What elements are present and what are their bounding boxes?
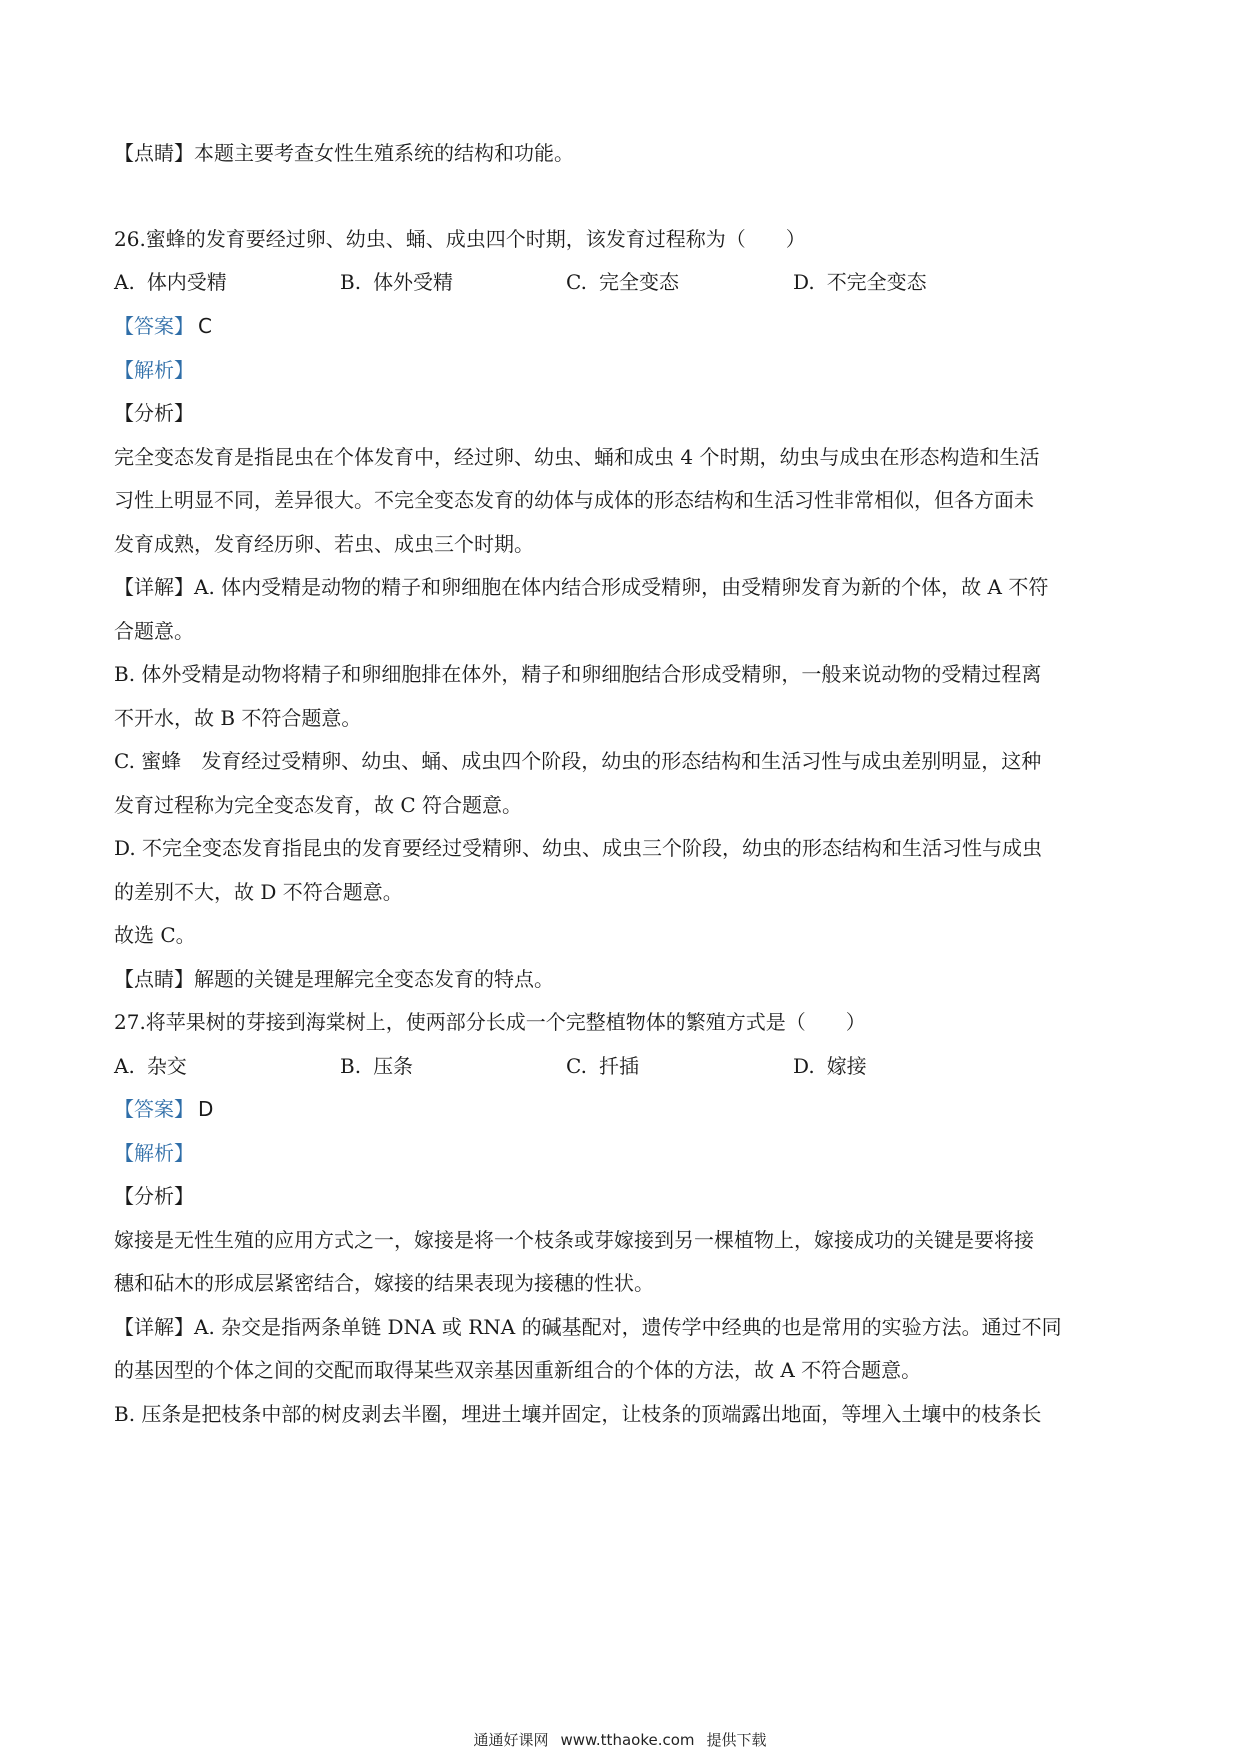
q27-option-c (566, 1052, 639, 1080)
q26-jiexi-label: 【解析】 (114, 358, 194, 382)
q26-detail-line: 不开水，故 B 不符合题意。 (114, 706, 362, 730)
q27-fenxi-label: 【分析】 (114, 1184, 194, 1208)
answer-label: 【答案】 (114, 1097, 194, 1121)
q26-detail-line: 合题意。 (114, 619, 194, 643)
option-text: 嫁接 (826, 1054, 867, 1078)
q27-option-a (114, 1052, 187, 1080)
option-letter: C. (566, 1054, 587, 1078)
q26-stem: 26.蜜蜂的发育要经过卵、幼虫、蛹、成虫四个时期，该发育过程称为（ ） (114, 227, 806, 251)
q27-detail-line: B. 压条是把枝条中部的树皮剥去半圈，埋进土壤并固定，让枝条的顶端露出地面，等埋入土壤中的枝条长 (114, 1402, 1042, 1426)
option-letter: A. (114, 1054, 135, 1078)
q26-conclusion: 故选 C。 (114, 923, 196, 947)
option-letter: A. (114, 270, 135, 294)
q27-stem: 27.将苹果树的芽接到海棠树上，使两部分长成一个完整植物体的繁殖方式是（ ） (114, 1010, 866, 1034)
option-letter: D. (793, 1054, 815, 1078)
answer-label: 【答案】 (114, 314, 194, 338)
option-letter: C. (566, 270, 587, 294)
option-text: 扦插 (598, 1054, 639, 1078)
q27-detail-line: 【详解】A. 杂交是指两条单链 DNA 或 RNA 的碱基配对，遗传学中经典的也是常用的实验方法。通过不同 (114, 1315, 1062, 1339)
q26-detail-line: 发育过程称为完全变态发育，故 C 符合题意。 (114, 793, 523, 817)
option-text: 体外受精 (373, 270, 454, 294)
option-letter: B. (340, 270, 362, 294)
q26-analysis-line: 完全变态发育是指昆虫在个体发育中，经过卵、幼虫、蛹和成虫 4 个时期，幼虫与成虫在形态构造和生活 (114, 445, 1040, 469)
footer-url[interactable]: www.tthaoke.com (560, 1731, 695, 1749)
option-text: 杂交 (146, 1054, 187, 1078)
q27-analysis-line: 穗和砧木的形成层紧密结合，嫁接的结果表现为接穗的性状。 (114, 1271, 654, 1295)
q26-analysis-line: 习性上明显不同，差异很大。不完全变态发育的幼体与成体的形态结构和生活习性非常相似，但各方面未 (114, 488, 1034, 512)
option-letter: D. (793, 270, 815, 294)
q27-option-b (340, 1052, 413, 1080)
q26-option-d (793, 268, 927, 296)
q26-analysis-line: 发育成熟，发育经历卵、若虫、成虫三个时期。 (114, 532, 534, 556)
q26-detail-line: C. 蜜蜂 发育经过受精卵、幼虫、蛹、成虫四个阶段，幼虫的形态结构和生活习性与成虫差别明显，这种 (114, 749, 1042, 773)
footer-site-name: 通通好课网 (473, 1731, 549, 1749)
option-letter: B. (340, 1054, 362, 1078)
q26-option-c (566, 268, 679, 296)
option-text: 压条 (373, 1054, 414, 1078)
q27-option-d (793, 1052, 867, 1080)
option-text: 完全变态 (598, 270, 679, 294)
q27-options (114, 1052, 1134, 1080)
q26-detail-line: 【详解】A. 体内受精是动物的精子和卵细胞在体内结合形成受精卵，由受精卵发育为新的个体，故 A 不符 (114, 575, 1049, 599)
q26-options (114, 268, 1134, 296)
q27-jiexi-label: 【解析】 (114, 1141, 194, 1165)
page-footer (0, 1729, 1240, 1751)
q26-detail-line: 的差别不大，故 D 不符合题意。 (114, 880, 403, 904)
q27-answer (114, 1095, 1134, 1123)
q27-detail-line: 的基因型的个体之间的交配而取得某些双亲基因重新组合的个体的方法，故 A 不符合题意。 (114, 1358, 922, 1382)
answer-value: D (198, 1097, 214, 1121)
q26-tip: 【点睛】解题的关键是理解完全变态发育的特点。 (114, 967, 554, 991)
q26-detail-line: D. 不完全变态发育指昆虫的发育要经过受精卵、幼虫、成虫三个阶段，幼虫的形态结构和生活习性与成虫 (114, 836, 1043, 860)
q27-analysis-line: 嫁接是无性生殖的应用方式之一，嫁接是将一个枝条或芽嫁接到另一棵植物上，嫁接成功的关键是要将接 (114, 1228, 1034, 1252)
option-text: 不完全变态 (826, 270, 927, 294)
q26-answer (114, 312, 1134, 340)
q26-detail-line: B. 体外受精是动物将精子和卵细胞排在体外，精子和卵细胞结合形成受精卵，一般来说动物的受精过程离 (114, 662, 1042, 686)
q26-fenxi-label: 【分析】 (114, 401, 194, 425)
prev-tip: 【点睛】本题主要考查女性生殖系统的结构和功能。 (114, 141, 574, 165)
footer-download: 提供下载 (706, 1731, 767, 1749)
q26-option-b (340, 268, 453, 296)
q26-option-a (114, 268, 227, 296)
answer-value: C (198, 314, 212, 338)
option-text: 体内受精 (146, 270, 227, 294)
